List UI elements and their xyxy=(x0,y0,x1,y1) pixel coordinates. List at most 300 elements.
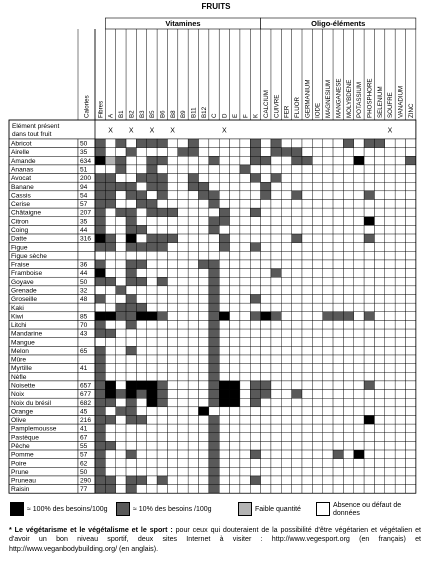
data-cell xyxy=(105,191,115,200)
data-cell xyxy=(188,312,198,321)
data-cell xyxy=(374,381,384,390)
data-cell xyxy=(126,390,136,399)
data-cell xyxy=(209,295,219,304)
data-cell xyxy=(364,156,374,165)
data-cell xyxy=(343,467,353,476)
data-cell xyxy=(95,450,105,459)
data-cell xyxy=(261,269,271,278)
data-cell xyxy=(261,424,271,433)
data-cell xyxy=(312,251,322,260)
data-cell xyxy=(302,286,312,295)
data-cell xyxy=(406,174,416,183)
data-cell xyxy=(312,407,322,416)
column-header: SELENIUM xyxy=(376,86,384,118)
data-cell xyxy=(323,243,333,252)
row-name: Prune xyxy=(11,468,29,476)
data-cell xyxy=(157,165,167,174)
data-cell xyxy=(292,260,302,269)
data-cell xyxy=(323,398,333,407)
data-cell xyxy=(219,139,229,148)
data-cell xyxy=(406,148,416,157)
data-cell xyxy=(250,467,260,476)
data-cell xyxy=(323,476,333,485)
column-header: B2 xyxy=(128,110,136,118)
data-cell xyxy=(157,355,167,364)
data-cell xyxy=(354,346,364,355)
data-cell xyxy=(261,260,271,269)
data-cell xyxy=(343,450,353,459)
data-cell xyxy=(167,390,177,399)
data-cell xyxy=(271,433,281,442)
data-cell xyxy=(271,286,281,295)
data-cell xyxy=(116,398,126,407)
data-cell xyxy=(199,450,209,459)
data-cell xyxy=(281,424,291,433)
data-cell xyxy=(136,191,146,200)
data-cell xyxy=(333,182,343,191)
data-cell xyxy=(116,277,126,286)
data-cell xyxy=(116,208,126,217)
data-cell xyxy=(240,251,250,260)
data-cell xyxy=(302,390,312,399)
data-cell xyxy=(250,415,260,424)
data-cell xyxy=(219,320,229,329)
data-cell xyxy=(136,312,146,321)
data-cell xyxy=(209,191,219,200)
data-cell xyxy=(188,208,198,217)
data-cell xyxy=(126,407,136,416)
data-cell xyxy=(250,174,260,183)
data-cell xyxy=(261,139,271,148)
legend-swatch xyxy=(10,502,24,516)
data-cell xyxy=(385,415,395,424)
data-cell xyxy=(167,208,177,217)
data-cell xyxy=(312,182,322,191)
data-cell xyxy=(323,372,333,381)
data-cell xyxy=(261,295,271,304)
row-name: Figue xyxy=(11,244,28,252)
data-cell xyxy=(105,355,115,364)
data-cell xyxy=(157,208,167,217)
data-cell xyxy=(178,485,188,494)
data-cell xyxy=(147,295,157,304)
data-cell xyxy=(271,459,281,468)
data-cell xyxy=(354,234,364,243)
data-cell xyxy=(136,407,146,416)
data-cell xyxy=(374,165,384,174)
data-cell xyxy=(261,485,271,494)
data-cell xyxy=(312,165,322,174)
data-cell xyxy=(240,286,250,295)
data-cell xyxy=(374,260,384,269)
data-cell xyxy=(188,174,198,183)
data-cell xyxy=(364,459,374,468)
data-cell xyxy=(157,148,167,157)
data-cell xyxy=(406,295,416,304)
data-cell xyxy=(261,312,271,321)
present-mark: X xyxy=(128,127,134,135)
data-cell xyxy=(385,381,395,390)
data-cell xyxy=(385,225,395,234)
data-cell xyxy=(219,148,229,157)
data-cell xyxy=(281,251,291,260)
data-cell xyxy=(406,390,416,399)
data-cell xyxy=(271,260,281,269)
data-cell xyxy=(374,156,384,165)
data-cell xyxy=(395,139,405,148)
data-cell xyxy=(178,364,188,373)
data-cell xyxy=(230,381,240,390)
data-cell xyxy=(147,424,157,433)
data-cell xyxy=(302,476,312,485)
row-name: Noisette xyxy=(11,382,36,390)
legend-swatch xyxy=(316,502,330,516)
row-calorie: 216 xyxy=(80,417,92,425)
data-cell xyxy=(385,312,395,321)
row-calorie: 36 xyxy=(80,261,88,269)
data-cell xyxy=(323,320,333,329)
data-cell xyxy=(219,338,229,347)
data-cell xyxy=(209,372,219,381)
data-cell xyxy=(167,191,177,200)
data-cell xyxy=(116,182,126,191)
data-cell xyxy=(343,372,353,381)
data-cell xyxy=(136,260,146,269)
data-cell xyxy=(230,191,240,200)
data-cell xyxy=(188,476,198,485)
data-cell xyxy=(147,208,157,217)
data-cell xyxy=(230,424,240,433)
data-cell xyxy=(136,148,146,157)
row-name: Olive xyxy=(11,417,27,425)
data-cell xyxy=(199,208,209,217)
data-cell xyxy=(188,433,198,442)
data-cell xyxy=(126,199,136,208)
data-cell xyxy=(230,243,240,252)
data-cell xyxy=(281,269,291,278)
data-cell xyxy=(157,407,167,416)
data-cell xyxy=(271,485,281,494)
data-cell xyxy=(230,433,240,442)
data-cell xyxy=(354,182,364,191)
data-cell xyxy=(374,415,384,424)
data-cell xyxy=(395,303,405,312)
data-cell xyxy=(136,225,146,234)
data-cell xyxy=(281,329,291,338)
data-cell xyxy=(374,174,384,183)
data-cell xyxy=(240,208,250,217)
data-cell xyxy=(271,182,281,191)
data-cell xyxy=(230,286,240,295)
data-cell xyxy=(385,234,395,243)
data-cell xyxy=(126,424,136,433)
data-cell xyxy=(323,329,333,338)
data-cell xyxy=(312,139,322,148)
data-cell xyxy=(157,398,167,407)
data-cell xyxy=(95,260,105,269)
data-cell xyxy=(95,148,105,157)
data-cell xyxy=(343,260,353,269)
data-cell xyxy=(292,303,302,312)
data-cell xyxy=(219,459,229,468)
data-cell xyxy=(261,156,271,165)
data-cell xyxy=(209,217,219,226)
data-cell xyxy=(199,355,209,364)
data-cell xyxy=(240,225,250,234)
data-cell xyxy=(147,234,157,243)
data-cell xyxy=(343,312,353,321)
data-cell xyxy=(354,485,364,494)
data-cell xyxy=(167,476,177,485)
row-calorie: 57 xyxy=(80,201,88,209)
data-cell xyxy=(261,225,271,234)
column-header: F xyxy=(242,114,250,118)
row-name: Noix xyxy=(11,391,25,399)
data-cell xyxy=(385,355,395,364)
data-cell xyxy=(354,303,364,312)
data-cell xyxy=(292,191,302,200)
data-cell xyxy=(199,277,209,286)
data-cell xyxy=(230,338,240,347)
data-cell xyxy=(374,329,384,338)
data-cell xyxy=(354,174,364,183)
data-cell xyxy=(116,441,126,450)
data-cell xyxy=(126,355,136,364)
data-cell xyxy=(374,346,384,355)
data-cell xyxy=(281,156,291,165)
data-cell xyxy=(292,355,302,364)
data-cell xyxy=(219,303,229,312)
data-cell xyxy=(167,424,177,433)
data-cell xyxy=(136,182,146,191)
data-cell xyxy=(343,320,353,329)
data-cell xyxy=(95,346,105,355)
data-cell xyxy=(95,338,105,347)
data-cell xyxy=(105,156,115,165)
data-cell xyxy=(95,182,105,191)
data-cell xyxy=(136,450,146,459)
data-cell xyxy=(240,139,250,148)
data-cell xyxy=(95,225,105,234)
data-cell xyxy=(199,329,209,338)
data-cell xyxy=(302,329,312,338)
data-cell xyxy=(126,450,136,459)
data-cell xyxy=(302,199,312,208)
data-cell xyxy=(95,372,105,381)
data-cell xyxy=(271,199,281,208)
data-cell xyxy=(95,269,105,278)
data-cell xyxy=(95,320,105,329)
data-cell xyxy=(116,243,126,252)
data-cell xyxy=(364,208,374,217)
row-name: Cerise xyxy=(11,201,31,209)
data-cell xyxy=(230,303,240,312)
data-cell xyxy=(395,148,405,157)
data-cell xyxy=(178,372,188,381)
data-cell xyxy=(312,269,322,278)
data-cell xyxy=(240,295,250,304)
data-cell xyxy=(95,139,105,148)
row-calorie: 57 xyxy=(80,451,88,459)
data-cell xyxy=(250,199,260,208)
data-cell xyxy=(281,260,291,269)
data-cell xyxy=(395,286,405,295)
data-cell xyxy=(250,243,260,252)
data-cell xyxy=(333,485,343,494)
data-cell xyxy=(281,467,291,476)
data-cell xyxy=(95,156,105,165)
data-cell xyxy=(385,191,395,200)
data-cell xyxy=(209,476,219,485)
data-cell xyxy=(250,459,260,468)
data-cell xyxy=(364,407,374,416)
data-cell xyxy=(395,390,405,399)
row-name: Amande xyxy=(11,157,36,165)
data-cell xyxy=(333,208,343,217)
data-cell xyxy=(312,199,322,208)
data-cell xyxy=(302,277,312,286)
data-cell xyxy=(178,398,188,407)
data-cell xyxy=(188,407,198,416)
data-cell xyxy=(116,139,126,148)
data-cell xyxy=(167,182,177,191)
data-cell xyxy=(406,415,416,424)
data-cell xyxy=(333,459,343,468)
data-cell xyxy=(333,407,343,416)
data-cell xyxy=(281,225,291,234)
data-cell xyxy=(209,312,219,321)
data-cell xyxy=(364,320,374,329)
data-cell xyxy=(188,459,198,468)
data-cell xyxy=(167,355,177,364)
data-cell xyxy=(323,433,333,442)
column-header-calories: Calories xyxy=(83,95,91,118)
data-cell xyxy=(178,381,188,390)
row-calorie: 55 xyxy=(80,443,88,450)
row-calorie: 634 xyxy=(80,157,92,165)
data-cell xyxy=(323,225,333,234)
data-cell xyxy=(323,277,333,286)
column-header: C xyxy=(211,113,219,118)
data-cell xyxy=(240,269,250,278)
data-cell xyxy=(281,191,291,200)
row-calorie: 48 xyxy=(80,296,88,304)
data-cell xyxy=(178,191,188,200)
data-cell xyxy=(219,208,229,217)
data-cell xyxy=(219,467,229,476)
data-cell xyxy=(281,433,291,442)
data-cell xyxy=(343,441,353,450)
data-cell xyxy=(374,407,384,416)
data-cell xyxy=(261,208,271,217)
data-cell xyxy=(374,234,384,243)
data-cell xyxy=(188,277,198,286)
data-cell xyxy=(395,156,405,165)
legend-label: ≈ 100% des besoins/100g xyxy=(27,506,108,513)
data-cell xyxy=(385,156,395,165)
data-cell xyxy=(199,217,209,226)
data-cell xyxy=(323,286,333,295)
present-mark: X xyxy=(170,127,175,135)
data-cell xyxy=(374,338,384,347)
data-cell xyxy=(188,303,198,312)
data-cell xyxy=(209,329,219,338)
data-cell xyxy=(302,381,312,390)
data-cell xyxy=(199,139,209,148)
data-cell xyxy=(116,381,126,390)
row-calorie: 70 xyxy=(80,322,88,330)
data-cell xyxy=(354,390,364,399)
data-cell xyxy=(364,329,374,338)
data-cell xyxy=(157,191,167,200)
data-cell xyxy=(167,174,177,183)
data-cell xyxy=(147,355,157,364)
data-cell xyxy=(312,156,322,165)
data-cell xyxy=(406,450,416,459)
data-cell xyxy=(157,450,167,459)
data-cell xyxy=(343,139,353,148)
data-cell xyxy=(292,243,302,252)
data-cell xyxy=(188,182,198,191)
data-cell xyxy=(333,286,343,295)
data-cell xyxy=(364,450,374,459)
data-cell xyxy=(364,381,374,390)
data-cell xyxy=(136,286,146,295)
data-cell xyxy=(323,355,333,364)
data-cell xyxy=(333,381,343,390)
data-cell xyxy=(343,424,353,433)
data-cell xyxy=(333,320,343,329)
data-cell xyxy=(209,174,219,183)
data-cell xyxy=(157,312,167,321)
column-header: POTASSIUM xyxy=(356,82,364,118)
data-cell xyxy=(271,191,281,200)
data-cell xyxy=(323,199,333,208)
data-cell xyxy=(261,346,271,355)
data-cell xyxy=(385,295,395,304)
data-cell xyxy=(271,441,281,450)
data-cell xyxy=(281,234,291,243)
data-cell xyxy=(95,191,105,200)
data-cell xyxy=(395,355,405,364)
data-cell xyxy=(126,295,136,304)
data-cell xyxy=(385,364,395,373)
data-cell xyxy=(240,260,250,269)
column-header: A xyxy=(107,113,115,118)
data-cell xyxy=(312,303,322,312)
data-cell xyxy=(302,208,312,217)
data-cell xyxy=(250,251,260,260)
data-cell xyxy=(281,346,291,355)
data-cell xyxy=(323,450,333,459)
data-cell xyxy=(333,148,343,157)
data-cell xyxy=(209,234,219,243)
data-cell xyxy=(261,407,271,416)
data-cell xyxy=(219,286,229,295)
data-cell xyxy=(209,251,219,260)
row-calorie: 207 xyxy=(80,209,92,217)
data-cell xyxy=(385,467,395,476)
data-cell xyxy=(95,364,105,373)
data-cell xyxy=(292,139,302,148)
data-cell xyxy=(333,476,343,485)
data-cell xyxy=(312,346,322,355)
present-mark: X xyxy=(222,127,227,135)
data-cell xyxy=(105,390,115,399)
data-cell xyxy=(95,355,105,364)
column-header: Fibres xyxy=(97,100,105,118)
data-cell xyxy=(312,320,322,329)
